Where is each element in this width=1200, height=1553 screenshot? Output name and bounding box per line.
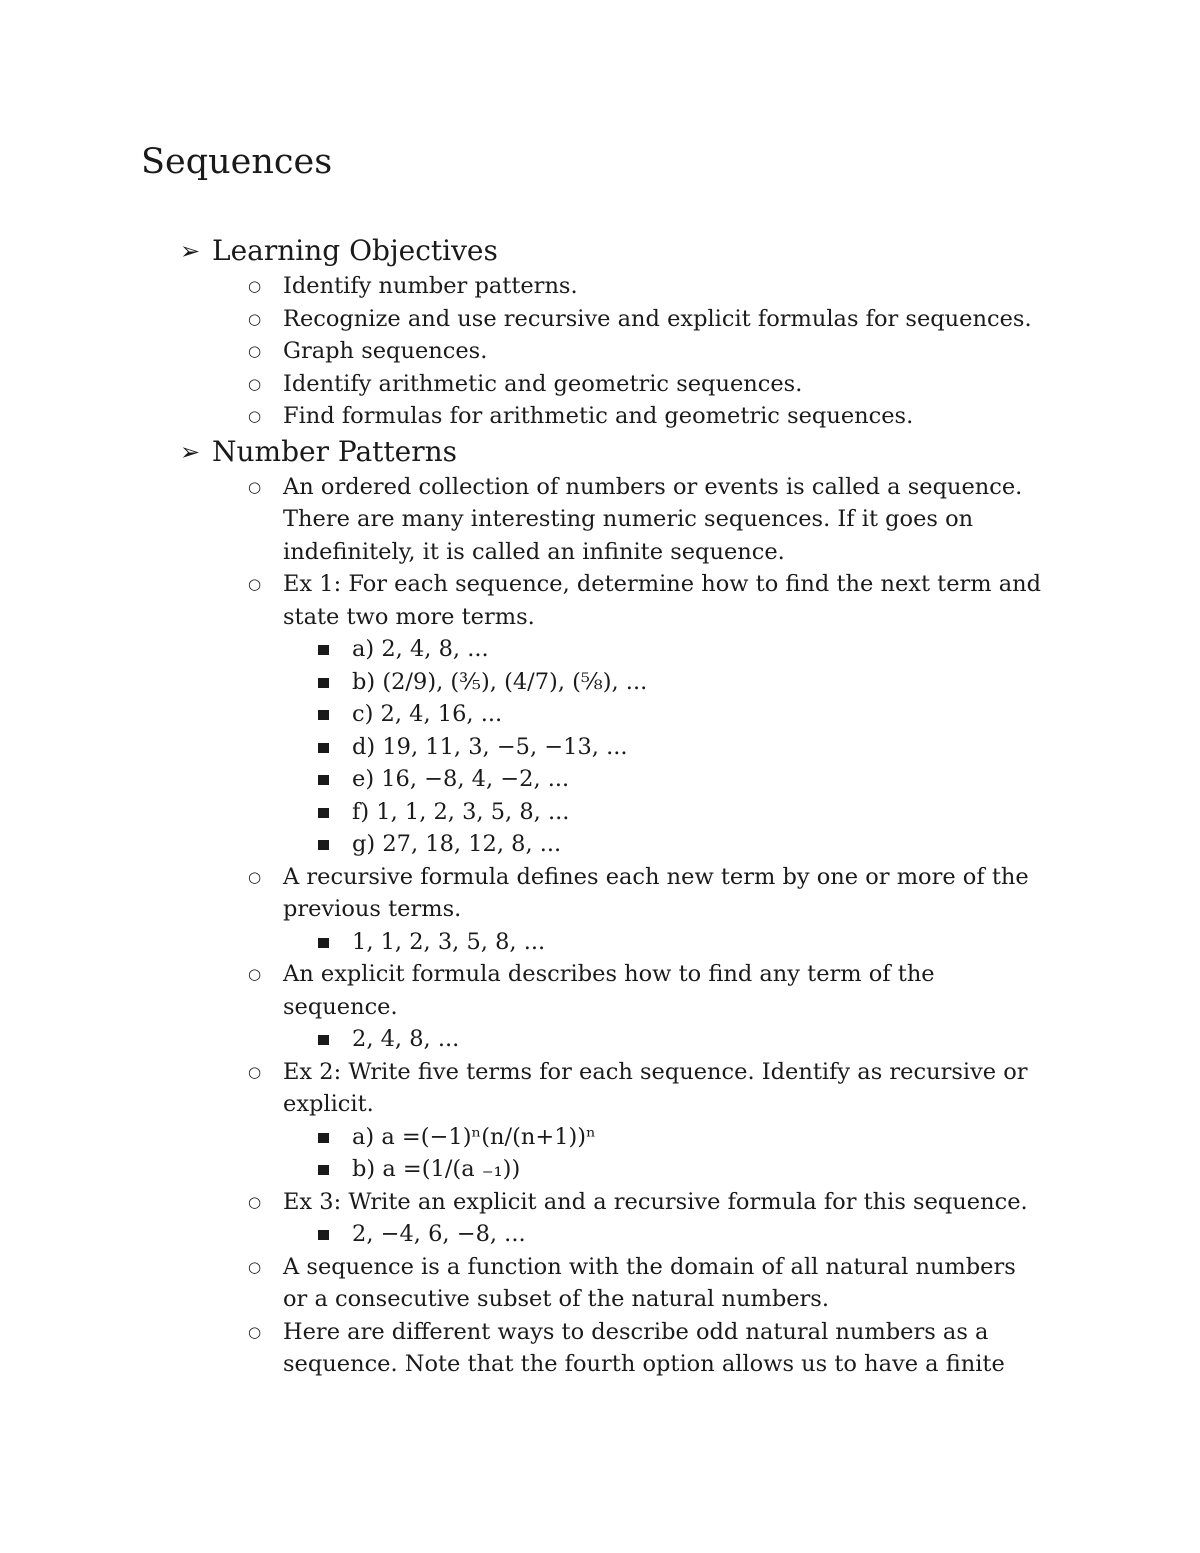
hollow-circle-bullet-icon: ○ [248,309,262,328]
list-item [0,568,1200,633]
arrowhead-bullet-icon: ➢ [180,237,201,265]
sub-list-item [0,763,1200,796]
sub-list-item-text: 2, −4, 6, −8, ... [352,1221,526,1247]
hollow-circle-bullet-icon: ○ [248,867,262,886]
hollow-circle-bullet-icon: ○ [248,477,262,496]
sub-list-item-text: a) 2, 4, 8, ... [352,636,489,662]
hollow-circle-bullet-icon: ○ [248,407,262,425]
list-item [0,1186,1200,1219]
text-line: or a consecutive subset of the natural numbers. [283,1286,829,1312]
text-line: A recursive formula defines each new term by one or more of the [283,863,1029,890]
page-title: Sequences [141,142,333,182]
list-item [0,471,1200,569]
arrowhead-bullet-icon: ➢ [180,437,201,466]
sub-list-item-text: a) a =(−1)ⁿ(n/(n+1))ⁿ [352,1123,596,1150]
list-item [0,1316,1200,1381]
sub-list-item-text: f) 1, 1, 2, 3, 5, 8, ... [352,798,570,825]
list-item-text: Identify number patterns. [283,273,578,299]
hollow-circle-bullet-icon: ○ [248,965,262,983]
filled-square-bullet-icon [318,1165,329,1175]
list-item [0,368,1200,401]
text-line: sequence. Note that the fourth option allows us to have a finite [283,1351,1005,1377]
text-line: Ex 3: Write an explicit and a recursive formula for this sequence. [283,1188,1028,1215]
text-line: state two more terms. [283,603,535,630]
filled-square-bullet-icon [318,808,329,818]
text-line: indefinitely, it is called an infinite sequence. [283,538,785,565]
sub-list-item-text: d) 19, 11, 3, −5, −13, ... [352,733,628,760]
section-heading-text: Number Patterns [212,434,457,468]
sub-list-item [0,926,1200,959]
list-item [0,958,1200,1023]
hollow-circle-bullet-icon: ○ [248,277,262,295]
list-item-text: Graph sequences. [283,338,488,364]
hollow-circle-bullet-icon: ○ [248,1257,262,1276]
sub-list-item-text: g) 27, 18, 12, 8, ... [352,831,562,857]
list-item-text: Find formulas for arithmetic and geometric sequences. [283,403,914,429]
sub-list-item [0,698,1200,731]
hollow-circle-bullet-icon: ○ [248,374,262,393]
list-item [0,270,1200,303]
sub-list-item [0,633,1200,666]
sub-list-item [0,731,1200,764]
filled-square-bullet-icon [318,1230,329,1240]
hollow-circle-bullet-icon: ○ [248,342,262,360]
list-item [0,400,1200,433]
sub-list-item [0,666,1200,699]
hollow-circle-bullet-icon: ○ [248,1062,262,1081]
list-item [0,861,1200,926]
filled-square-bullet-icon [318,840,329,850]
list-item [0,1251,1200,1316]
sub-list-item [0,1153,1200,1186]
text-line: Ex 1: For each sequence, determine how to find the next term and [283,571,1042,597]
text-line: Ex 2: Write five terms for each sequence. Identify as recursive or [283,1058,1028,1085]
text-line: There are many interesting numeric sequences. If it goes on [283,506,974,532]
sub-list-item-text: b) a =(1/(a ₋₁)) [352,1156,521,1182]
filled-square-bullet-icon [318,678,329,688]
list-item [0,335,1200,368]
text-line: explicit. [283,1091,374,1117]
filled-square-bullet-icon [318,1035,329,1045]
section-heading [0,433,1200,471]
text-line: An ordered collection of numbers or events is called a sequence. [283,473,1023,500]
sub-list-item-text: 2, 4, 8, ... [352,1026,460,1052]
sub-list-item [0,796,1200,829]
hollow-circle-bullet-icon: ○ [248,1192,262,1211]
filled-square-bullet-icon [318,710,329,720]
section-heading-text: Learning Objectives [212,234,498,267]
filled-square-bullet-icon [318,743,329,753]
filled-square-bullet-icon [318,775,329,785]
hollow-circle-bullet-icon: ○ [248,575,262,593]
sub-list-item [0,1218,1200,1251]
list-item [0,303,1200,336]
list-item-text: Identify arithmetic and geometric sequences. [283,370,803,397]
section-heading [0,232,1200,270]
sub-list-item-text: e) 16, −8, 4, −2, ... [352,766,570,792]
hollow-circle-bullet-icon: ○ [248,1322,262,1341]
filled-square-bullet-icon [318,645,329,655]
sub-list-item-text: c) 2, 4, 16, ... [352,701,503,727]
text-line: An explicit formula describes how to find any term of the [283,961,935,987]
sub-list-item [0,1023,1200,1056]
text-line: sequence. [283,993,398,1020]
text-line: previous terms. [283,896,462,922]
sub-list-item-text: b) (2/9), (⅗), (4/7), (⅝), ... [352,668,648,695]
filled-square-bullet-icon [318,938,329,948]
filled-square-bullet-icon [318,1133,329,1143]
sub-list-item-text: 1, 1, 2, 3, 5, 8, ... [352,928,546,955]
sub-list-item [0,1121,1200,1154]
text-line: Here are different ways to describe odd natural numbers as a [283,1318,989,1345]
text-line: A sequence is a function with the domain of all natural numbers [283,1253,1016,1280]
sub-list-item [0,828,1200,861]
outline-list [0,232,1200,1381]
list-item-text: Recognize and use recursive and explicit formulas for sequences. [283,305,1032,332]
list-item [0,1056,1200,1121]
